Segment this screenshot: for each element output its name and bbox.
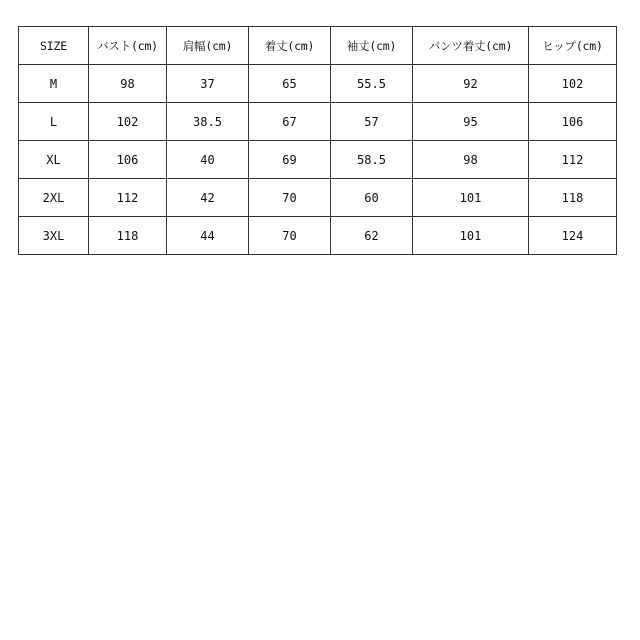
- cell-length: 69: [249, 141, 331, 179]
- cell-bust: 112: [89, 179, 167, 217]
- cell-hip: 124: [529, 217, 617, 255]
- header-size: SIZE: [19, 27, 89, 65]
- header-pants-length: パンツ着丈(cm): [413, 27, 529, 65]
- cell-size: L: [19, 103, 89, 141]
- cell-pants-length: 98: [413, 141, 529, 179]
- cell-hip: 102: [529, 65, 617, 103]
- cell-size: XL: [19, 141, 89, 179]
- header-sleeve: 袖丈(cm): [331, 27, 413, 65]
- cell-pants-length: 95: [413, 103, 529, 141]
- cell-sleeve: 62: [331, 217, 413, 255]
- cell-shoulder: 42: [167, 179, 249, 217]
- size-chart-table: [18, 26, 617, 255]
- header-hip: ヒップ(cm): [529, 27, 617, 65]
- table-row: [19, 141, 617, 179]
- cell-size: 2XL: [19, 179, 89, 217]
- cell-hip: 118: [529, 179, 617, 217]
- cell-sleeve: 55.5: [331, 65, 413, 103]
- header-bust: バスト(cm): [89, 27, 167, 65]
- cell-sleeve: 60: [331, 179, 413, 217]
- cell-hip: 112: [529, 141, 617, 179]
- header-length: 着丈(cm): [249, 27, 331, 65]
- table-row: [19, 217, 617, 255]
- table-row: [19, 179, 617, 217]
- cell-bust: 118: [89, 217, 167, 255]
- cell-length: 70: [249, 217, 331, 255]
- cell-bust: 106: [89, 141, 167, 179]
- table-row: [19, 65, 617, 103]
- cell-length: 67: [249, 103, 331, 141]
- cell-shoulder: 40: [167, 141, 249, 179]
- cell-pants-length: 92: [413, 65, 529, 103]
- cell-length: 70: [249, 179, 331, 217]
- table-header-row: [19, 27, 617, 65]
- cell-hip: 106: [529, 103, 617, 141]
- cell-size: M: [19, 65, 89, 103]
- table-row: [19, 103, 617, 141]
- cell-bust: 98: [89, 65, 167, 103]
- header-shoulder: 肩幅(cm): [167, 27, 249, 65]
- cell-bust: 102: [89, 103, 167, 141]
- cell-shoulder: 38.5: [167, 103, 249, 141]
- cell-sleeve: 57: [331, 103, 413, 141]
- cell-sleeve: 58.5: [331, 141, 413, 179]
- cell-size: 3XL: [19, 217, 89, 255]
- cell-shoulder: 37: [167, 65, 249, 103]
- cell-pants-length: 101: [413, 217, 529, 255]
- cell-pants-length: 101: [413, 179, 529, 217]
- cell-shoulder: 44: [167, 217, 249, 255]
- cell-length: 65: [249, 65, 331, 103]
